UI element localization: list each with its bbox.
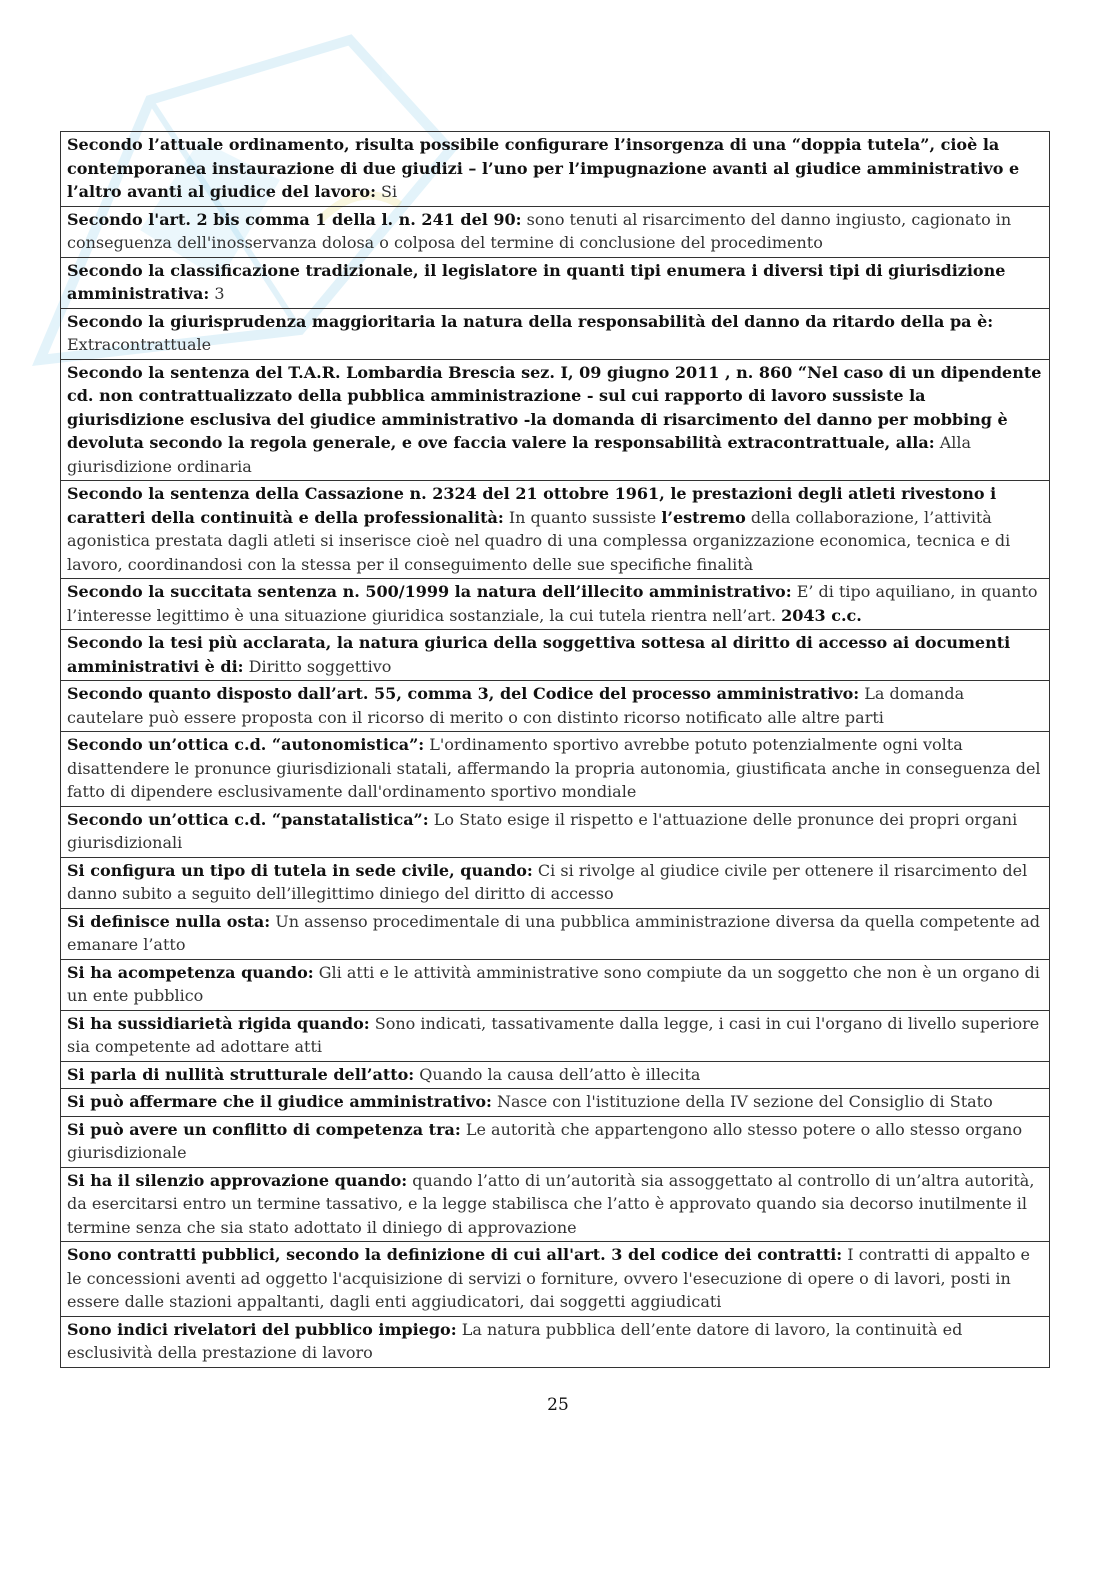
- table-row: [61, 359, 1050, 481]
- question-text: Si può avere un conflitto di competenza tra:: [67, 1119, 461, 1139]
- answer-text: Sono indicati, tassativamente dalla legge, i casi in cui l'organo di livello superiore sia competente ad adottare atti: [67, 1013, 1040, 1056]
- question-text: Secondo la tesi più acclarata, la natura giurica della soggettiva sottesa al diritto di accesso ai documenti amministrativi è di:: [67, 633, 1011, 676]
- question-text: Secondo l’attuale ordinamento, risulta possibile configurare l’insorgenza di una “doppia tutela”, cioè la contemporanea instaurazione di due giudizi – l’uno per l’impugnazione avanti al giudice amministrativo e l’altro avanti al giudice del lavoro:: [67, 135, 1020, 201]
- answer-text: Alla giurisdizione ordinaria: [67, 433, 972, 476]
- answer-emphasis: 2043 c.c.: [781, 605, 862, 625]
- table-row: [61, 308, 1050, 359]
- question-text: Secondo un’ottica c.d. “panstatalistica”:: [67, 809, 429, 829]
- answer-text: quando l’atto di un’autorità sia assoggettato al controllo di un’altra autorità, da esercitarsi entro un termine tassativo, e la legge stabilisca che l’atto è approvato quando sia decorso inutilmente il termine senza che sia stato adottato il diniego di approvazione: [67, 1170, 1035, 1237]
- question-text: Sono indici rivelatori del pubblico impiego:: [67, 1319, 457, 1339]
- qa-cell: [61, 481, 1050, 579]
- qa-cell: [61, 1116, 1050, 1167]
- answer-text: Un assenso procedimentale di una pubblica amministrazione diversa da quella competente ad emanare l’atto: [67, 911, 1041, 954]
- table-row: [61, 681, 1050, 732]
- answer-text: E’ di tipo aquiliano, in quanto l’interesse legittimo è una situazione giuridica sostanziale, la cui tutela rientra nell’art.: [67, 582, 1038, 625]
- answer-text: I contratti di appalto e le concessioni aventi ad oggetto l'acquisizione di servizi o forniture, ovvero l'esecuzione di opere o di lavori, posti in essere dalle stazioni appaltanti, dagli enti aggiudicatori, dai soggetti aggiudicati: [67, 1245, 1031, 1311]
- qa-cell: [61, 206, 1050, 257]
- table-row: [61, 1061, 1050, 1089]
- answer-text: In quanto sussiste: [503, 507, 662, 527]
- table-row: [61, 908, 1050, 959]
- table-row: [61, 1167, 1050, 1242]
- qa-cell: [61, 359, 1050, 481]
- question-text: Secondo la sentenza della Cassazione n. 2324 del 21 ottobre 1961, le prestazioni degli atleti rivestono i caratteri della continuità e della professionalità:: [67, 484, 997, 527]
- question-text: Secondo la giurisprudenza maggioritaria la natura della responsabilità del danno da ritardo della pa è:: [67, 311, 994, 331]
- table-row: [61, 579, 1050, 630]
- answer-text: Ci si rivolge al giudice civile per ottenere il risarcimento del danno subito a seguito dell’illegittimo diniego del diritto di accesso: [67, 860, 1028, 903]
- qa-cell: [61, 959, 1050, 1010]
- qa-cell: [61, 630, 1050, 681]
- answer-text: L'ordinamento sportivo avrebbe potuto potenzialmente ogni volta disattendere le pronunce giurisdizionali statali, affermando la propria autonomia, giustificata anche in conseguenza del fatto di dipendere esclusivamente dall'ordinamento sportivo mondiale: [67, 735, 1041, 801]
- qa-cell: [61, 857, 1050, 908]
- question-text: Si ha sussidiarietà rigida quando:: [67, 1013, 370, 1033]
- table-row: [61, 857, 1050, 908]
- question-text: Sono contratti pubblici, secondo la definizione di cui all'art. 3 del codice dei contratti:: [67, 1245, 843, 1264]
- table-row: [61, 1089, 1050, 1117]
- question-text: Si parla di nullità strutturale dell’atto:: [67, 1064, 415, 1084]
- table-row: [61, 630, 1050, 681]
- question-text: Si ha acompetenza quando:: [67, 962, 314, 982]
- answer-emphasis: l’estremo: [661, 507, 746, 527]
- question-text: Secondo la classificazione tradizionale, il legislatore in quanti tipi enumera i diversi tipi di giurisdizione amministrativa:: [67, 260, 1006, 303]
- answer-text: Nasce con l'istituzione della IV sezione del Consiglio di Stato: [491, 1092, 993, 1111]
- table-row: [61, 732, 1050, 807]
- question-text: Si definisce nulla osta:: [67, 911, 271, 931]
- qa-cell: [61, 806, 1050, 857]
- qa-cell: [61, 681, 1050, 732]
- table-row: [61, 959, 1050, 1010]
- answer-text-continued: della collaborazione, l’attività agonistica prestata dagli atleti si inserisce cioè nel quadro di una complessa organizzazione economica, tecnica e di lavoro, coordinandosi con la stessa per il conseguimento delle sue specifiche finalità: [67, 507, 1011, 574]
- answer-text: Diritto soggettivo: [243, 656, 392, 676]
- answer-text: Si: [375, 182, 398, 201]
- question-text: Secondo l'art. 2 bis comma 1 della l. n. 241 del 90:: [67, 209, 522, 229]
- answer-text: La natura pubblica dell’ente datore di lavoro, la continuità ed esclusività della prestazione di lavoro: [67, 1319, 963, 1362]
- qa-cell: [61, 1089, 1050, 1117]
- answer-text: Lo Stato esige il rispetto e l'attuazione delle pronunce dei propri organi giurisdizionali: [67, 809, 1018, 852]
- table-row: [61, 1242, 1050, 1317]
- qa-table-body: [61, 132, 1050, 1368]
- qa-cell: [61, 132, 1050, 207]
- answer-text: sono tenuti al risarcimento del danno ingiusto, cagionato in conseguenza dell'inosservanza dolosa o colposa del termine di conclusione del procedimento: [67, 209, 1012, 252]
- table-row: [61, 806, 1050, 857]
- table-row: [61, 257, 1050, 308]
- page-number: 25: [547, 1395, 569, 1415]
- answer-text: Le autorità che appartengono allo stesso potere o allo stesso organo giurisdizionale: [67, 1119, 1023, 1162]
- question-text: Si configura un tipo di tutela in sede civile, quando:: [67, 860, 533, 880]
- answer-text: La domanda cautelare può essere proposta con il ricorso di merito o con distinto ricorso notificato alle altre parti: [67, 684, 965, 727]
- answer-text: Extracontrattuale: [67, 335, 212, 354]
- qa-table: [60, 131, 1050, 1368]
- question-text: Secondo un’ottica c.d. “autonomistica”:: [67, 735, 425, 754]
- table-row: [61, 1116, 1050, 1167]
- qa-cell: [61, 732, 1050, 807]
- question-text: Secondo quanto disposto dall’art. 55, comma 3, del Codice del processo amministrativo:: [67, 684, 860, 703]
- qa-cell: [61, 1061, 1050, 1089]
- qa-cell: [61, 1242, 1050, 1317]
- qa-cell: [61, 1010, 1050, 1061]
- table-row: [61, 1316, 1050, 1367]
- table-row: [61, 206, 1050, 257]
- answer-text: Gli atti e le attività amministrative sono compiute da un soggetto che non è un organo di un ente pubblico: [67, 962, 1040, 1005]
- question-text: Secondo la succitata sentenza n. 500/1999 la natura dell’illecito amministrativo:: [67, 582, 792, 601]
- question-text: Secondo la sentenza del T.A.R. Lombardia Brescia sez. I, 09 giugno 2011 , n. 860 “Nel caso di un dipendente cd. non contrattualizzato della pubblica amministrazione - sul cui rapporto di lavoro sussiste la giurisdizione esclusiva del giudice amministrativo -la domanda di risarcimento del danno per mobbing è devoluta secondo la regola generale, e ove faccia valere la responsabilità extracontrattuale, alla:: [67, 362, 1042, 452]
- answer-text: 3: [209, 284, 225, 303]
- qa-cell: [61, 257, 1050, 308]
- qa-cell: [61, 579, 1050, 630]
- table-row: [61, 481, 1050, 579]
- answer-text: Quando la causa dell’atto è illecita: [414, 1064, 701, 1084]
- qa-cell: [61, 308, 1050, 359]
- question-text: Si può affermare che il giudice amministrativo:: [67, 1092, 492, 1111]
- qa-cell: [61, 1167, 1050, 1242]
- question-text: Si ha il silenzio approvazione quando:: [67, 1170, 408, 1190]
- qa-cell: [61, 908, 1050, 959]
- table-row: [61, 1010, 1050, 1061]
- table-row: [61, 132, 1050, 207]
- qa-cell: [61, 1316, 1050, 1367]
